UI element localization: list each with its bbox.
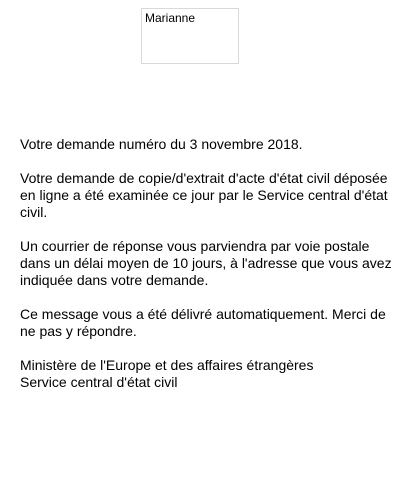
- request-reference-line: [20, 136, 400, 153]
- examination-paragraph: Votre demande de copie/d'extrait d'acte d'état civil déposée en ligne a été examinée ce jour par le Service central d'état civil.: [20, 170, 388, 220]
- marianne-logo-box: [141, 8, 239, 64]
- signature: [20, 357, 400, 391]
- auto-message-paragraph: Ce message vous a été délivré automatiquement. Merci de ne pas y répondre.: [20, 306, 386, 339]
- message-body: [20, 136, 400, 391]
- marianne-logo-text: Marianne: [145, 11, 196, 25]
- signature-service: Service central d'état civil: [20, 374, 178, 390]
- signature-ministry: Ministère de l'Europe et des affaires étrangères: [20, 357, 314, 373]
- mail-delivery-paragraph: Un courrier de réponse vous parviendra par voie postale dans un délai moyen de 10 jours, à l'adresse que vous avez indiquée dans votre demande.: [20, 238, 392, 288]
- request-number-label: Votre demande numéro: [20, 136, 167, 152]
- request-date: du 3 novembre 2018.: [170, 136, 303, 152]
